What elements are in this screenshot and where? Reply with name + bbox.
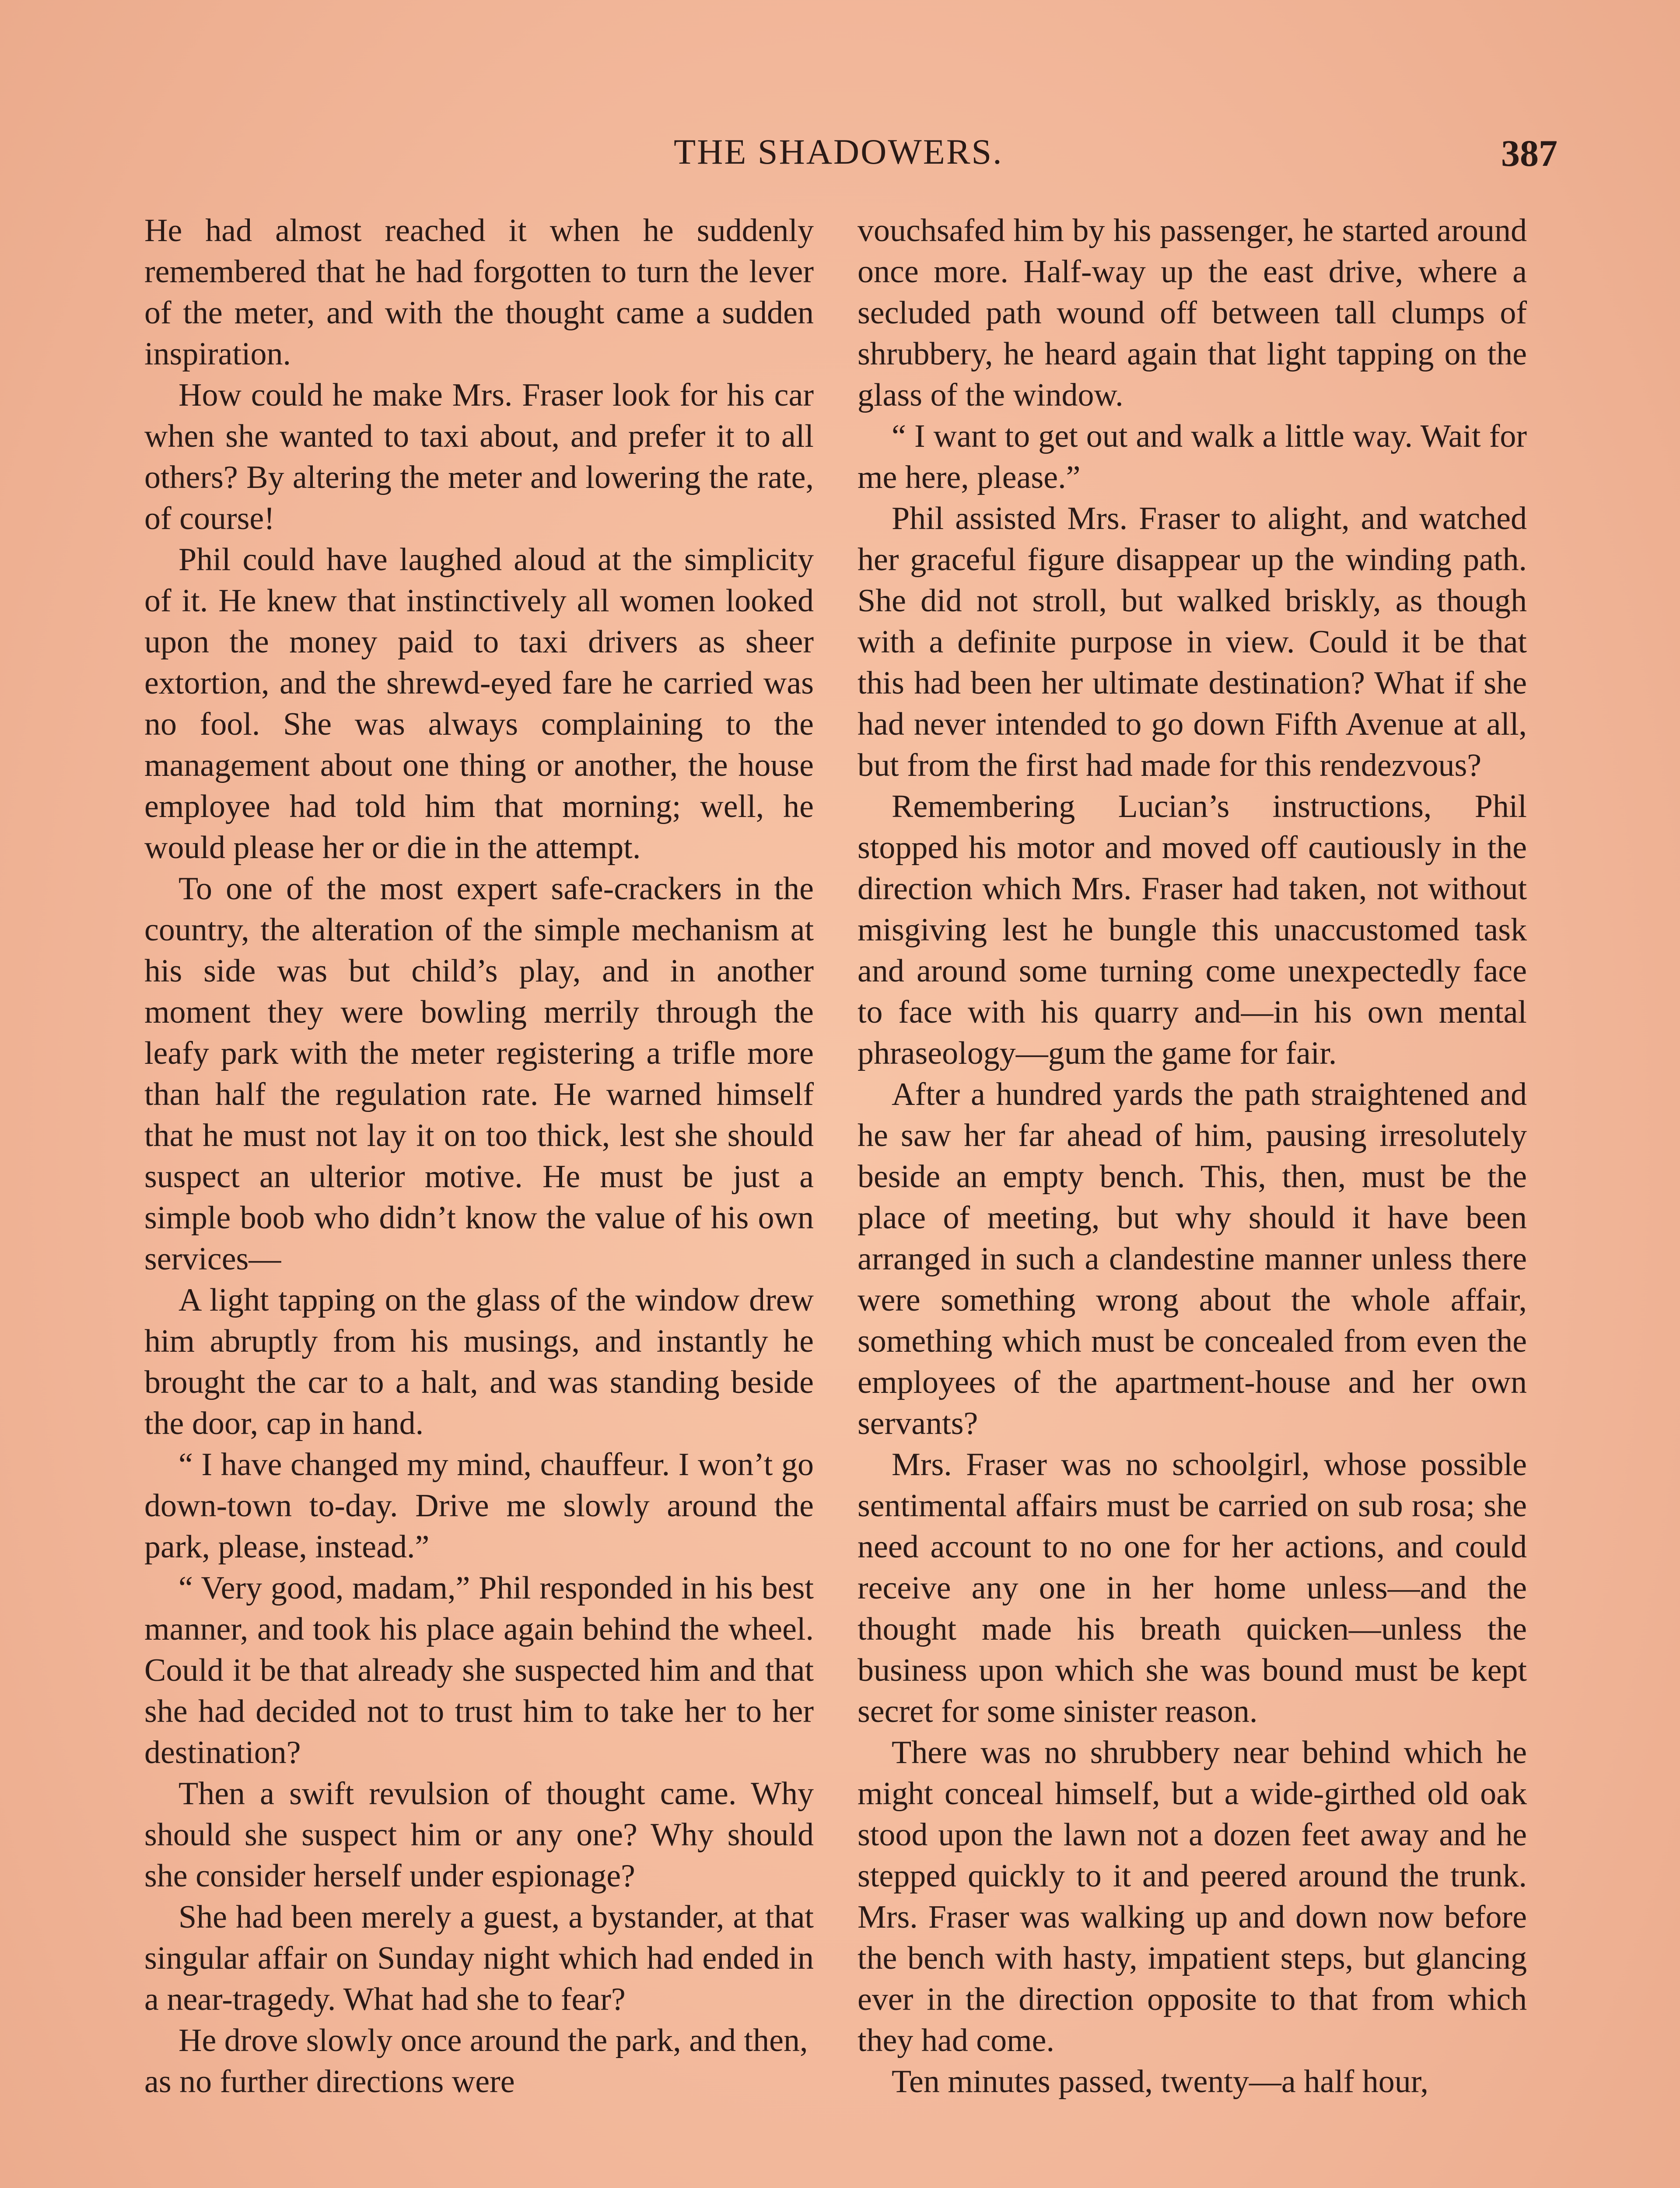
paragraph: He had almost reached it when he suddenly remembered that he had forgotten to turn the lever of the meter, and with the thought came a sudden inspiration.: [144, 213, 814, 372]
paragraph: To one of the most expert safe-crackers in the country, the alteration of the simple mechanism at his side was but child’s play, and in another moment they were bowling merrily through the leafy park with the meter registering a trifle more than half the regulation rate. He warned himself that he must not lay it on too thick, lest she should suspect an ulterior motive. He must be just a simple boob who didn’t know the value of his own services—: [144, 871, 814, 1277]
paragraph: Remembering Lucian’s instructions, Phil stopped his motor and moved off cautiously in the direction which Mrs. Fraser had taken, not without misgiving lest he bungle this unaccustomed task and around some turning come unexpectedly face to face with his quarry and—in his own mental phraseology—gum the game for fair.: [858, 789, 1527, 1071]
paragraph: vouchsafed him by his passenger, he started around once more. Half-way up the east drive, where a secluded path wound off between tall clumps of shrubbery, he heard again that light tapping on the glass of the window.: [858, 213, 1527, 413]
paragraph: There was no shrubbery near behind which he might conceal himself, but a wide-girthed old oak stood upon the lawn not a dozen feet away and he stepped quickly to it and peered around the trunk. Mrs. Fraser was walking up and down now before the bench with hasty, impatient steps, but glancing ever in the direction opposite to that from which they had come.: [858, 1735, 1527, 2058]
right-column: [858, 210, 1527, 2102]
paragraph: She had been merely a guest, a bystander, at that singular affair on Sunday night which had ended in a near-tragedy. What had she to fear?: [144, 1899, 814, 2017]
paragraph: Phil could have laughed aloud at the simplicity of it. He knew that instinctively all women looked upon the money paid to taxi drivers as sheer extortion, and the shrewd-eyed fare he carried was no fool. She was always complaining to the management about one thing or another, the house employee had told him that morning; well, he would please her or die in the attempt.: [144, 542, 814, 866]
paragraph: How could he make Mrs. Fraser look for his car when she wanted to taxi about, and prefer it to all others? By altering the meter and lowering the rate, of course!: [144, 377, 814, 536]
page-number: 387: [1501, 132, 1558, 174]
paragraph: “ Very good, madam,” Phil responded in his best manner, and took his place again behind the wheel. Could it be that already she suspected him and that she had decided not to trust him to take her to her destination?: [144, 1570, 814, 1771]
paragraph: Mrs. Fraser was no schoolgirl, whose possible sentimental affairs must be carried on sub rosa; she need account to no one for her actions, and could receive any one in her home unless—and the thought made his breath quicken—unless the business upon which she was bound must be kept secret for some sinister reason.: [858, 1447, 1527, 1729]
paragraph: Ten minutes passed, twenty—a half hour,: [892, 2064, 1428, 2100]
paragraph: Then a swift revulsion of thought came. Why should she suspect him or any one? Why should she consider herself under espionage?: [144, 1776, 814, 1894]
paragraph: He drove slowly once around the park, and then, as no further directions were: [144, 2023, 808, 2100]
paragraph: “ I have changed my mind, chauffeur. I won’t go down-town to-day. Drive me slowly around the park, please, instead.”: [144, 1447, 814, 1565]
paragraph: After a hundred yards the path straightened and he saw her far ahead of him, pausing irresolutely beside an empty bench. This, then, must be the place of meeting, but why should it have been arranged in such a clandestine manner unless there were something wrong about the whole affair, something which must be concealed from even the employees of the apartment-house and her own servants?: [858, 1076, 1527, 1441]
left-column: [144, 210, 814, 2102]
paragraph: “ I want to get out and walk a little way. Wait for me here, please.”: [858, 418, 1527, 495]
running-title: THE SHADOWERS.: [674, 132, 1003, 172]
paragraph: A light tapping on the glass of the window drew him abruptly from his musings, and instantly he brought the car to a halt, and was standing beside the door, cap in hand.: [144, 1282, 814, 1441]
paragraph: Phil assisted Mrs. Fraser to alight, and watched her graceful figure disappear up the winding path. She did not stroll, but walked briskly, as though with a definite purpose in view. Could it be that this had been her ultimate destination? What if she had never intended to go down Fifth Avenue at all, but from the first had made for this rendezvous?: [858, 501, 1527, 783]
